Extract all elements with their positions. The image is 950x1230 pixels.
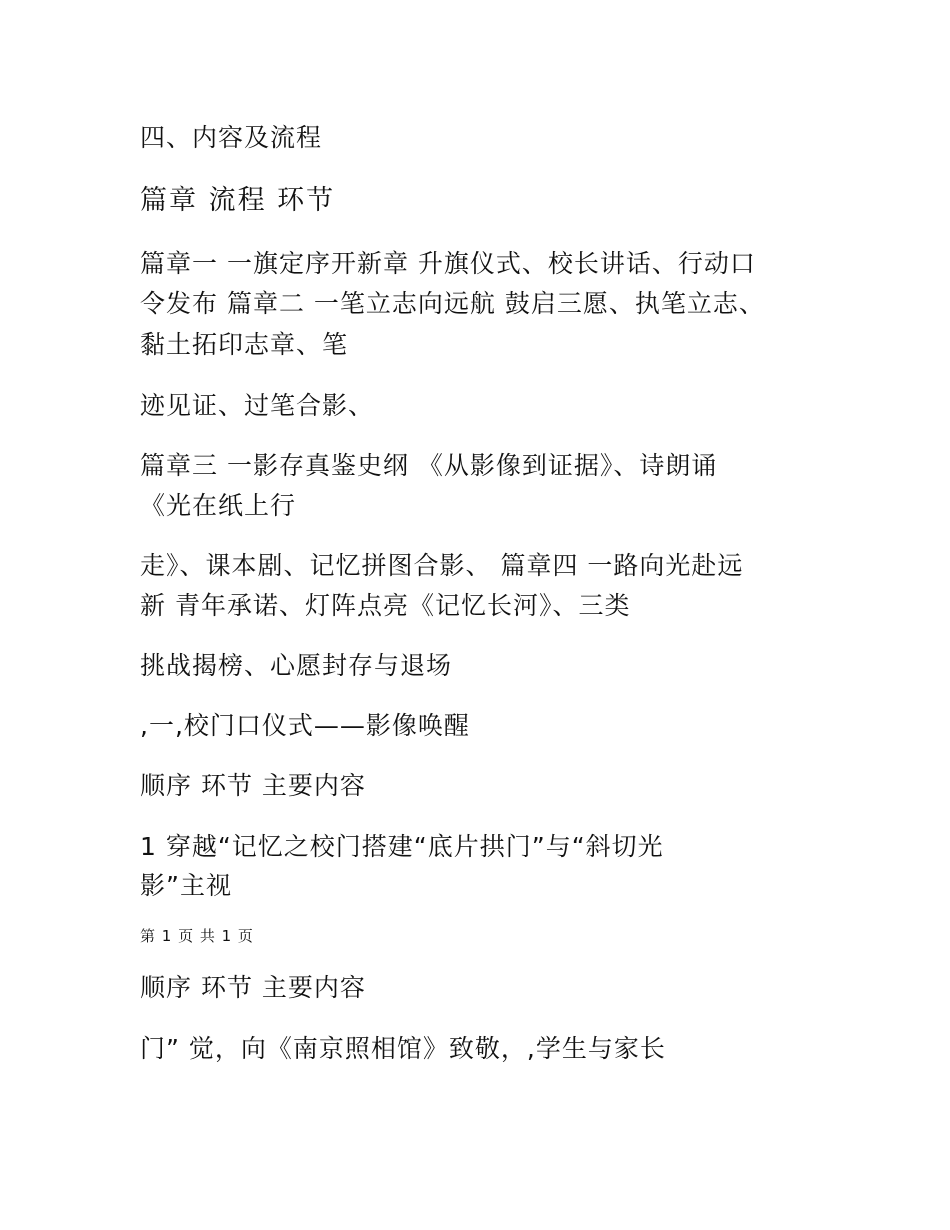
body-line: 篇章一 一旗定序开新章 升旗仪式、校长讲话、行动口 — [140, 249, 756, 278]
section-heading: 四、内容及流程 — [140, 123, 323, 152]
body-line: 走》、课本剧、记忆拼图合影、 篇章四 一路向光赴远 — [140, 551, 744, 580]
table-row: 门” 觉，向《南京照相馆》致敬，,学生与家长 — [140, 1034, 666, 1063]
page-footer: 第 1 页 共 1 页 — [140, 927, 254, 945]
body-line: 篇章三 一影存真鉴史纲 《从影像到证据》、诗朗诵 — [140, 451, 718, 480]
body-line: 挑战揭榜、心愿封存与退场 — [140, 651, 453, 680]
table-row: 1 穿越“记忆之校门搭建“底片拱门”与“斜切光 — [140, 832, 664, 861]
body-line: 《光在纸上行 — [140, 491, 297, 520]
body-line: 黏土拓印志章、笔 — [140, 330, 349, 359]
subsection-heading: ,一,校门口仪式——影像唤醒 — [140, 711, 470, 740]
table-row: 影”主视 — [140, 871, 232, 900]
table-header-row: 顺序 环节 主要内容 — [140, 771, 366, 800]
body-line: 迹见证、过笔合影、 — [140, 391, 375, 420]
body-line: 令发布 篇章二 一笔立志向远航 鼓启三愿、执笔立志、 — [140, 289, 765, 318]
body-line: 新 青年承诺、灯阵点亮《记忆长河》、三类 — [140, 591, 631, 620]
table-header-row: 顺序 环节 主要内容 — [140, 973, 366, 1002]
table-header-row: 篇章 流程 环节 — [140, 185, 336, 216]
